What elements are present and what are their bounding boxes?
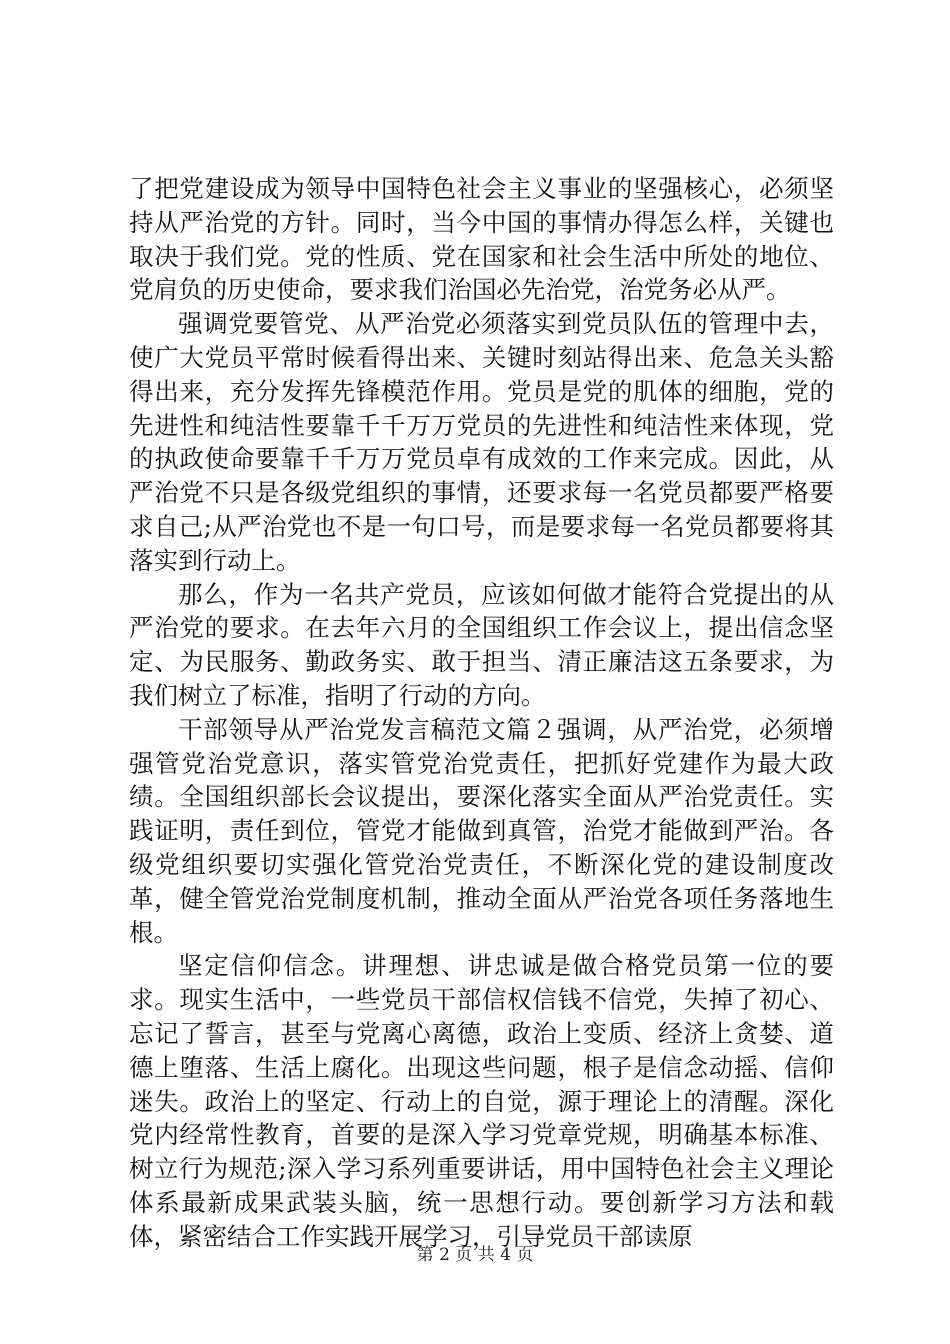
document-body [129,172,834,1254]
paragraph-5: 坚定信仰信念。讲理想、讲忠诚是做合格党员第一位的要求。现实生活中，一些党员干部信权信钱不信党，失掉了初心、忘记了誓言，甚至与党离心离德，政治上变质、经济上贪婪、道德上堕落、生活上腐化。出现这些问题，根子是信念动摇、信仰迷失。政治上的坚定、行动上的自觉，源于理论上的清醒。深化党内经常性教育，首要的是深入学习党章党规，明确基本标准、树立行为规范;深入学习系列重要讲话，用中国特色社会主义理论体系最新成果武装头脑，统一思想行动。要创新学习方法和载体，紧密结合工作实践开展学习，引导党员干部读原 [129,951,834,1251]
paragraph-2: 强调党要管党、从严治党必须落实到党员队伍的管理中去，使广大党员平常时候看得出来、关键时刻站得出来、危急关头豁得出来，充分发挥先锋模范作用。党员是党的肌体的细胞，党的先进性和纯洁性要靠千千万万党员的先进性和纯洁性来体现，党的执政使命要靠千千万万党员卓有成效的工作来完成。因此，从严治党不只是各级党组织的事情，还要求每一名党员都要严格要求自己;从严治党也不是一句口号，而是要求每一名党员都要将其落实到行动上。 [129,309,834,575]
paragraph-4: 干部领导从严治党发言稿范文篇２强调，从严治党，必须增强管党治党意识，落实管党治党责任，把抓好党建作为最大政绩。全国组织部长会议提出，要深化落实全面从严治党责任。实践证明，责任到位，管党才能做到真管，治党才能做到严治。各级党组织要切实强化管党治党责任，不断深化党的建设制度改革，健全管党治党制度机制，推动全面从严治党各项任务落地生根。 [129,714,834,947]
page-number-footer: 第 2 页 共 4 页 [416,1245,534,1265]
paragraph-1: 了把党建设成为领导中国特色社会主义事业的坚强核心，必须坚持从严治党的方针。同时，当今中国的事情办得怎么样，关键也取决于我们党。党的性质、党在国家和社会生活中所处的地位、党肩负的历史使命，要求我们治国必先治党，治党务必从严。 [129,174,834,305]
paragraph-3: 那么，作为一名共产党员，应该如何做才能符合党提出的从严治党的要求。在去年六月的全国组织工作会议上，提出信念坚定、为民服务、勤政务实、敢于担当、清正廉洁这五条要求，为我们树立了标准，指明了行动的方向。 [129,579,834,710]
